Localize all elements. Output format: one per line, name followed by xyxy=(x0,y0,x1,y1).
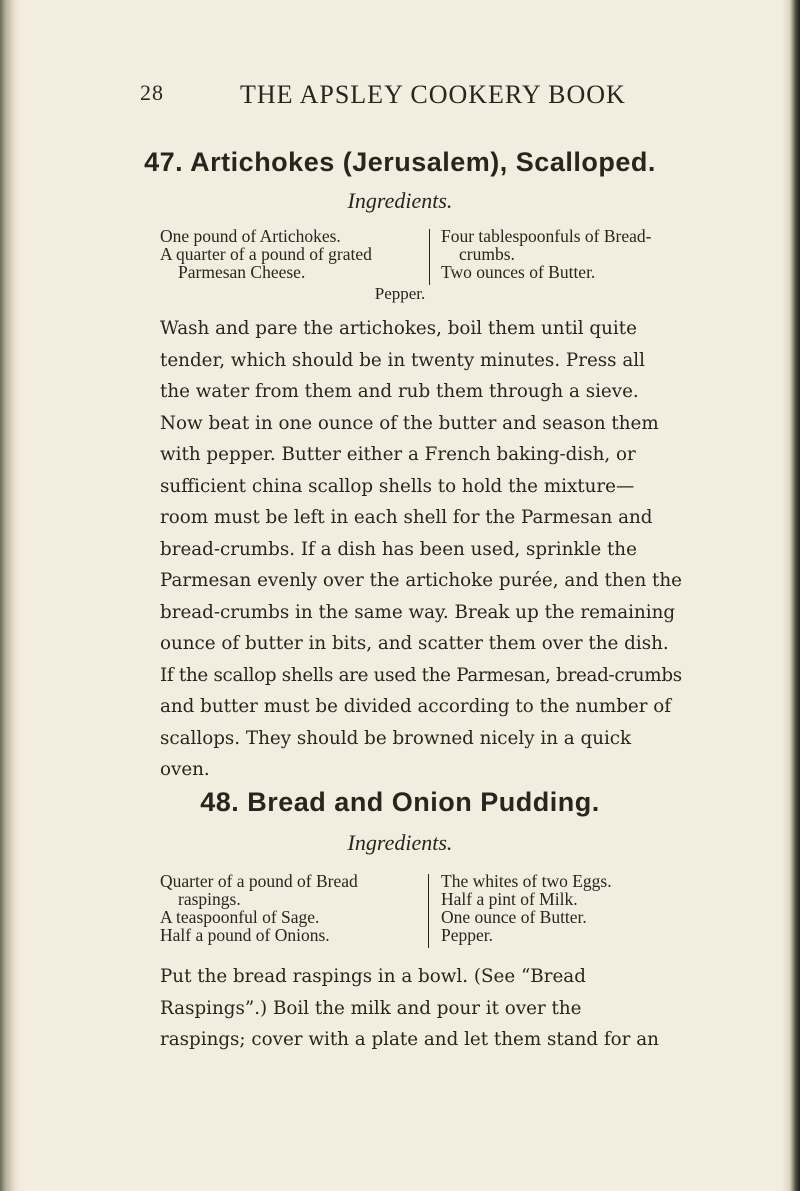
ingredient-item: One pound of Artichokes. xyxy=(160,226,341,246)
text-line: bread-crumbs in the same way. Break up the remaining xyxy=(160,601,676,623)
text-line: bread-crumbs. If a dish has been used, sprinkle the xyxy=(160,538,637,560)
ingredient-item: Quarter of a pound of Bread xyxy=(160,871,358,891)
ingredients-divider-48 xyxy=(428,874,429,948)
method-paragraph-48 xyxy=(160,961,682,1056)
ingredient-item: raspings. xyxy=(178,889,241,909)
recipe-title-48: 48. Bread and Onion Pudding. xyxy=(200,787,600,817)
text-line: sufficient china scallop shells to hold the mixture— xyxy=(160,475,635,497)
text-line: Now beat in one ounce of the butter and season them xyxy=(160,412,659,434)
text-line: ounce of butter in bits, and scatter them over the dish. xyxy=(160,633,669,654)
ingredient-item: Pepper. xyxy=(441,925,494,945)
ingredient-item: Four tablespoonfuls of Bread- xyxy=(441,226,652,246)
ingredients-left-48 xyxy=(160,872,422,944)
ingredient-item: Half a pint of Milk. xyxy=(441,889,578,909)
text-line: the water from them and rub them through a sieve. xyxy=(160,381,639,402)
ingredient-item: A quarter of a pound of grated xyxy=(160,244,372,264)
ingredient-item: Parmesan Cheese. xyxy=(178,262,306,282)
ingredients-right-48 xyxy=(441,872,671,944)
text-line: Put the bread raspings in a bowl. (See “Bread xyxy=(160,966,586,987)
text-line: scallops. They should be browned nicely in a quick xyxy=(160,727,632,749)
ingredient-item: A teaspoonful of Sage. xyxy=(160,907,320,927)
text-line: raspings; cover with a plate and let them stand for an xyxy=(160,1029,659,1050)
ingredient-item: Half a pound of Onions. xyxy=(160,925,330,945)
recipe-title-47: 47. Artichokes (Jerusalem), Scalloped. xyxy=(144,147,656,177)
text-line: Parmesan evenly over the artichoke purée, and then the xyxy=(160,570,682,591)
ingredients-right-47 xyxy=(441,227,681,281)
text-line: and butter must be divided according to the number of xyxy=(160,696,672,717)
ingredient-item: The whites of two Eggs. xyxy=(441,871,612,891)
ingredient-item: One ounce of Butter. xyxy=(441,907,587,927)
ingredient-item: Two ounces of Butter. xyxy=(441,262,596,282)
text-line: with pepper. Butter either a French baking-dish, or xyxy=(160,444,636,465)
method-paragraph-47 xyxy=(160,313,682,786)
book-title: THE APSLEY COOKERY BOOK xyxy=(240,80,626,109)
ingredient-pepper: Pepper. xyxy=(374,284,426,303)
ingredients-heading-47: Ingredients. xyxy=(347,188,453,213)
text-line: Wash and pare the artichokes, boil them until quite xyxy=(160,318,637,339)
text-line: room must be left in each shell for the Parmesan and xyxy=(160,507,653,528)
text-line: tender, which should be in twenty minutes. Press all xyxy=(160,349,645,371)
text-line: Raspings”.) Boil the milk and pour it over the xyxy=(160,997,582,1019)
running-head xyxy=(140,80,660,120)
ingredients-left-47 xyxy=(160,227,420,281)
text-line: If the scallop shells are used the Parmesan, bread-crumbs xyxy=(160,664,682,686)
page-number: 28 xyxy=(140,80,164,105)
text-line: oven. xyxy=(160,759,210,780)
ingredient-item: crumbs. xyxy=(459,244,515,264)
ingredients-divider-47 xyxy=(429,229,430,285)
ingredients-heading-48: Ingredients. xyxy=(347,830,453,855)
